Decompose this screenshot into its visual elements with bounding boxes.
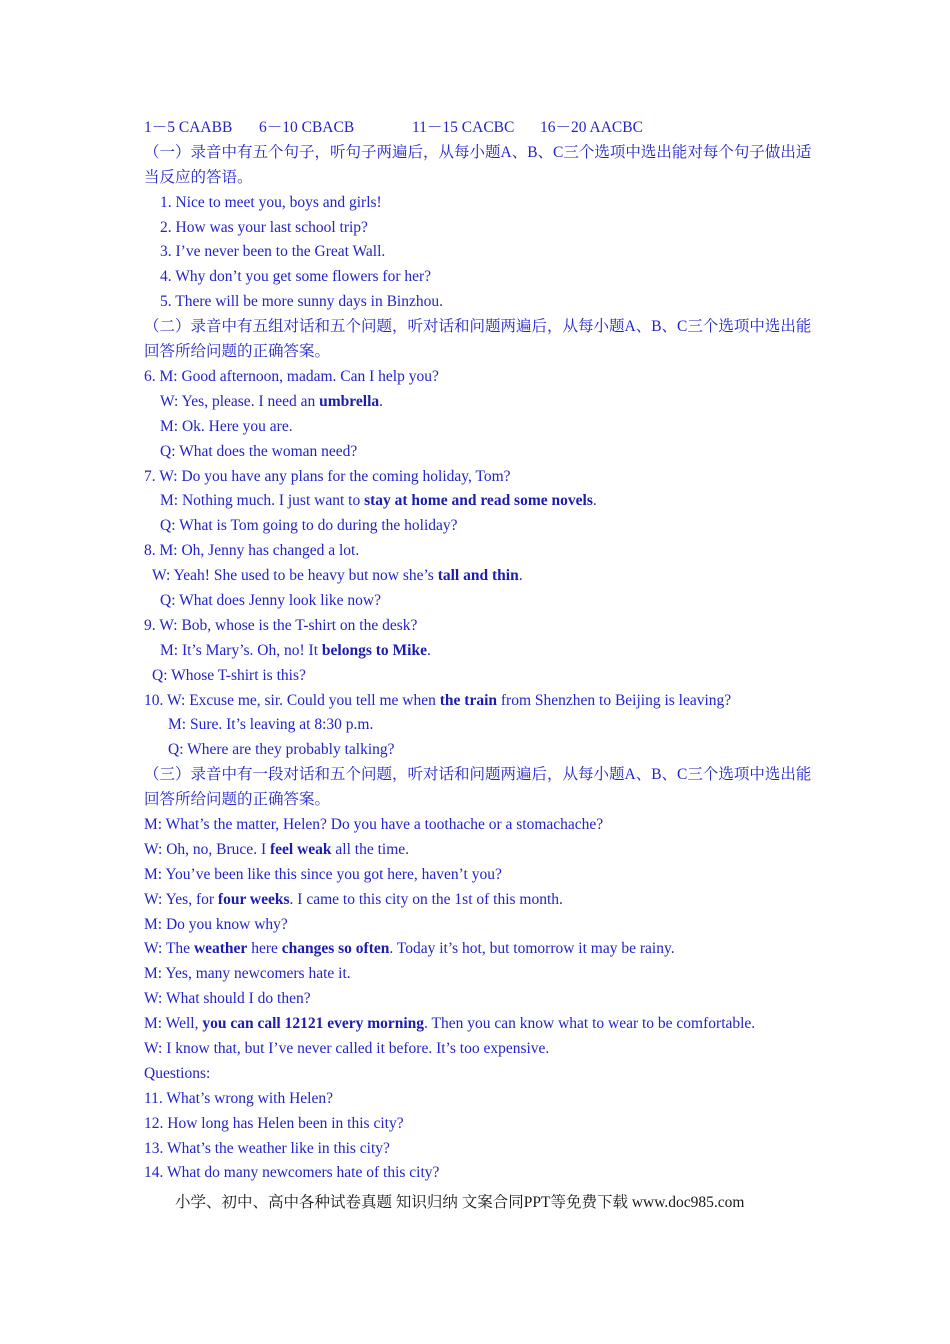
question: 11. What’s wrong with Helen? (144, 1089, 333, 1107)
dialogue-line: W: Yes, please. I need an umbrella. (160, 392, 383, 410)
dialogue-line: 8. M: Oh, Jenny has changed a lot. (144, 542, 360, 560)
part3-instruction: （三）录音中有一段对话和五个问题，听对话和问题两遍后，从每小题A、B、C三个选项中选出能回答所给问题的正确答案。 (144, 766, 812, 809)
question: 14. What do many newcomers hate of this city? (144, 1164, 440, 1182)
question: 13. What’s the weather like in this city? (144, 1139, 390, 1157)
dialogue-line: M: Yes, many newcomers hate it. (144, 965, 351, 983)
dialogue-line: 10. W: Excuse me, sir. Could you tell me when the train from Shenzhen to Beijing is leaving? (144, 691, 732, 709)
dialogue-line: M: You’ve been like this since you got here, haven’t you? (144, 865, 502, 883)
keyword: the train (439, 691, 498, 709)
dialogue-line: M: Sure. It’s leaving at 8:30 p.m. (168, 716, 374, 734)
answer-group: 11－15 CACBC (412, 119, 515, 136)
sentence: 2. How was your last school trip? (160, 218, 368, 236)
sentence: 5. There will be more sunny days in Binzhou. (160, 293, 443, 311)
dialogue-line: 7. W: Do you have any plans for the coming holiday, Tom? (144, 467, 511, 485)
questions-label: Questions: (144, 1064, 211, 1082)
keyword: four weeks (217, 890, 290, 908)
dialogue-line: 6. M: Good afternoon, madam. Can I help you? (144, 367, 439, 385)
dialogue-line: M: Do you know why? (144, 915, 288, 933)
page-footer: 小学、初中、高中各种试卷真题 知识归纳 文案合同PPT等免费下载 www.doc985.com (175, 1194, 745, 1211)
keyword: tall and thin (437, 567, 519, 585)
dialogue-line: M: Nothing much. I just want to stay at home and read some novels. (160, 492, 597, 510)
answer-group: 6－10 CBACB (259, 119, 355, 136)
keyword: umbrella (319, 392, 380, 410)
dialogue-question: Q: What does Jenny look like now? (160, 591, 381, 609)
keyword: you can call 12121 every morning (202, 1015, 425, 1033)
dialogue-line: W: Oh, no, Bruce. I feel weak all the time. (144, 840, 410, 858)
dialogue-line: W: Yes, for four weeks. I came to this city on the 1st of this month. (144, 890, 563, 908)
keyword: changes so often (281, 940, 390, 958)
dialogue-line: M: It’s Mary’s. Oh, no! It belongs to Mike. (160, 641, 431, 659)
dialogue-line: W: I know that, but I’ve never called it before. It’s too expensive. (144, 1040, 550, 1057)
dialogue-question: Q: Where are they probably talking? (168, 741, 395, 759)
sentence: 3. I’ve never been to the Great Wall. (160, 243, 386, 261)
document-body (144, 116, 824, 1186)
sentence: 1. Nice to meet you, boys and girls! (160, 193, 382, 211)
dialogue-line: M: What’s the matter, Helen? Do you have a toothache or a stomachache? (144, 815, 604, 833)
keyword: stay at home and read some novels (364, 492, 593, 510)
question: 12. How long has Helen been in this city? (144, 1114, 404, 1132)
dialogue-line: 9. W: Bob, whose is the T-shirt on the desk? (144, 616, 418, 634)
dialogue-line: W: Yeah! She used to be heavy but now she’s tall and thin. (152, 567, 523, 585)
dialogue-line: W: The weather here changes so often. Today it’s hot, but tomorrow it may be rainy. (144, 940, 675, 958)
part2-instruction: （二）录音中有五组对话和五个问题，听对话和问题两遍后，从每小题A、B、C三个选项中选出能回答所给问题的正确答案。 (144, 318, 812, 361)
answer-group: 16－20 AACBC (540, 119, 643, 136)
dialogue-line: M: Well, you can call 12121 every morning. Then you can know what to wear to be comfortable. (144, 1015, 756, 1033)
dialogue-question: Q: What does the woman need? (160, 442, 358, 460)
keyword: weather (193, 940, 248, 958)
dialogue-line: W: What should I do then? (144, 990, 311, 1008)
part1-instruction: （一）录音中有五个句子，听句子两遍后，从每小题A、B、C三个选项中选出能对每个句子做出适当反应的答语。 (144, 143, 812, 186)
dialogue-line: M: Ok. Here you are. (160, 417, 293, 435)
dialogue-question: Q: Whose T-shirt is this? (152, 666, 306, 684)
answer-group: 1－5 CAABB (144, 119, 233, 136)
keyword: feel weak (269, 840, 332, 858)
keyword: belongs to Mike (321, 641, 427, 659)
answer-key (144, 116, 824, 141)
sentence: 4. Why don’t you get some flowers for her? (160, 268, 432, 286)
dialogue-question: Q: What is Tom going to do during the holiday? (160, 517, 458, 535)
